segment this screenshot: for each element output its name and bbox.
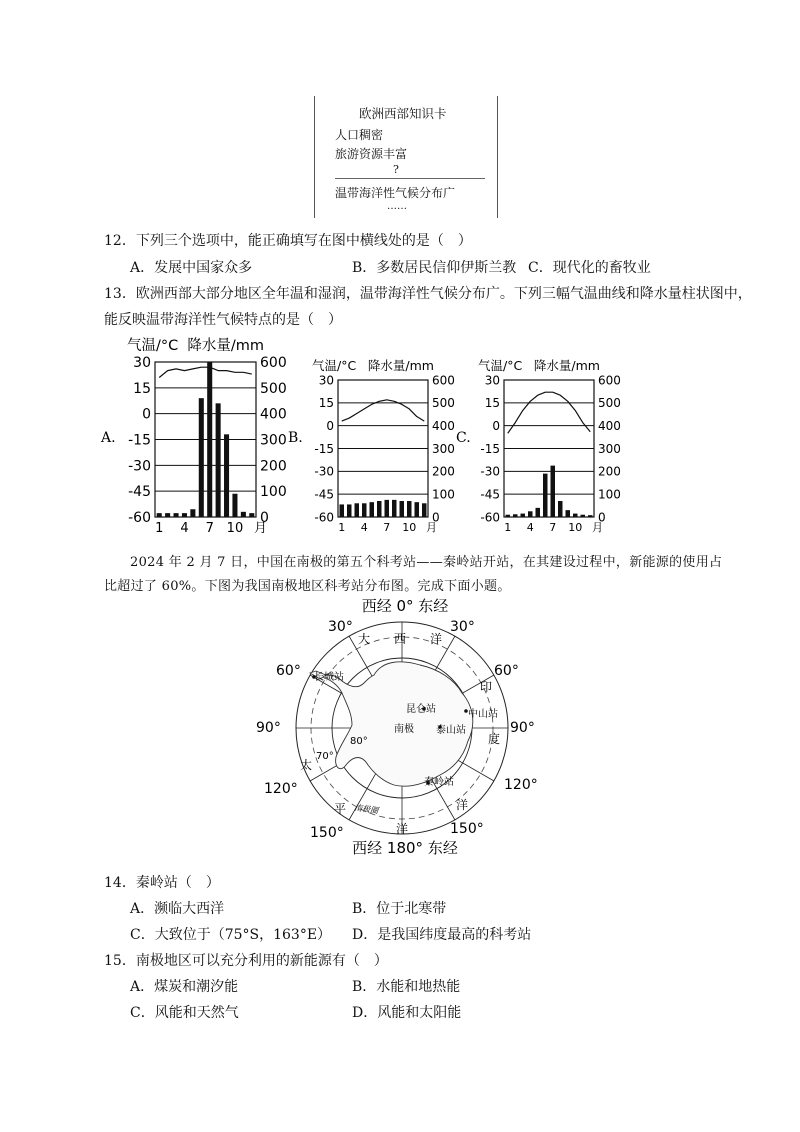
chart-a-precip-tick: 600 <box>260 355 287 372</box>
chart-c-month-unit: 月 <box>592 521 603 534</box>
climate-charts <box>0 330 800 540</box>
chart-b-month-unit: 月 <box>426 521 437 534</box>
chart-b-precip-axis-label: 降水量/mm <box>367 358 434 373</box>
chart-a-month-tick: 1 <box>155 521 164 536</box>
chart-b-precip-tick: 400 <box>432 418 455 433</box>
chart-a-precip-bar <box>249 513 254 517</box>
lon-label-e150: 150° <box>450 821 484 837</box>
q14-stem: 14．秦岭站（ ） <box>104 875 220 891</box>
chart-a-month-tick: 7 <box>205 521 214 536</box>
chart-c-temp-axis-label: 气温/°C <box>478 358 523 373</box>
chart-a-temp-tick: 0 <box>142 406 151 423</box>
chart-b-precip-bar <box>355 503 360 517</box>
ocean-char-yang2: 洋 <box>456 798 469 812</box>
chart-b-label[interactable]: B. <box>288 430 303 446</box>
chart-a-temp-curve <box>159 367 252 377</box>
chart-a-precip-bar <box>174 513 179 517</box>
lon-label-w30: 30° <box>328 619 353 635</box>
card-line-2: 旅游资源丰富 <box>335 147 408 161</box>
card-title: 欧洲西部知识卡 <box>359 106 447 121</box>
chart-b-month-tick: 7 <box>383 521 391 534</box>
station-zhongshan: 中山站 <box>468 709 498 720</box>
chart-c-temp-tick: -30 <box>480 464 500 479</box>
chart-b-precip-tick: 300 <box>432 441 455 456</box>
card-divider <box>335 178 485 179</box>
chart-b-temp-tick: -60 <box>314 510 334 525</box>
chart-a-precip-bar <box>207 362 212 517</box>
chart-c-precip-bar <box>588 515 593 517</box>
q15-stem: 15．南极地区可以充分利用的新能源有（ ） <box>104 953 388 969</box>
chart-c-precip-bar <box>536 508 541 517</box>
chart-c-precip-tick: 200 <box>598 464 621 479</box>
chart-b-precip-tick: 500 <box>432 396 455 411</box>
lat-80-label: 80° <box>350 736 368 747</box>
chart-a-temp-tick: -45 <box>128 484 151 501</box>
chart-a-precip-tick: 100 <box>260 484 287 501</box>
chart-a-precip-tick: 500 <box>260 380 287 397</box>
chart-b-temp-tick: -30 <box>314 464 334 479</box>
chart-a-precip-bar <box>165 513 170 517</box>
climate-chart-a <box>127 337 287 536</box>
chart-a-precip-bar <box>199 398 204 517</box>
ocean-char-tai: 太 <box>300 758 313 772</box>
chart-c-temp-tick: 0 <box>492 418 500 433</box>
chart-b-temp-tick: 30 <box>318 373 334 388</box>
chart-a-precip-bar <box>190 509 195 517</box>
chart-b-precip-tick: 0 <box>432 510 440 525</box>
lon-label-w120: 120° <box>264 781 298 797</box>
chart-b-temp-tick: 15 <box>318 396 334 411</box>
chart-b-temp-tick: -15 <box>314 441 334 456</box>
chart-b-month-tick: 1 <box>338 521 346 534</box>
lon-label-e120: 120° <box>504 777 538 793</box>
chart-a-temp-tick: -30 <box>128 458 151 475</box>
chart-a-temp-tick: 15 <box>133 380 151 397</box>
chart-c-precip-bar <box>573 514 578 517</box>
chart-b-month-tick: 4 <box>360 521 368 534</box>
antarctic-station-map <box>256 595 540 860</box>
chart-b-precip-tick: 600 <box>432 373 455 388</box>
q15-option-b[interactable]: B．水能和地热能 <box>352 979 461 995</box>
q12-option-a[interactable]: A．发展中国家众多 <box>130 260 253 276</box>
chart-b-precip-bar <box>385 500 390 517</box>
q13-stem-2: 能反映温带海洋性气候特点的是（ ） <box>104 312 342 328</box>
chart-a-precip-axis-label: 降水量/mm <box>187 338 264 354</box>
q15-option-d[interactable]: D．风能和太阳能 <box>352 1005 462 1021</box>
chart-a-precip-bar <box>232 494 237 517</box>
chart-c-month-tick: 7 <box>549 521 557 534</box>
chart-b-temp-axis-label: 气温/°C <box>312 358 357 373</box>
lon-label-e90: 90° <box>510 720 535 736</box>
chart-c-temp-tick: -60 <box>480 510 500 525</box>
chart-c-precip-bar <box>521 514 526 517</box>
card-line-3: ? <box>393 163 399 176</box>
chart-c-precip-bar <box>543 474 548 517</box>
chart-b-precip-bar <box>400 501 405 517</box>
chart-c-temp-tick: 30 <box>484 373 500 388</box>
q12-option-c[interactable]: C．现代化的畜牧业 <box>528 260 651 276</box>
chart-b-temp-tick: 0 <box>326 418 334 433</box>
lon-label-e60: 60° <box>494 663 519 679</box>
chart-c-temp-curve <box>508 392 591 433</box>
chart-c-month-tick: 4 <box>526 521 534 534</box>
lon-label-w150: 150° <box>310 825 344 841</box>
lon-label-w90: 90° <box>256 720 281 736</box>
chart-b-precip-bar <box>362 503 367 517</box>
lon-label-w60: 60° <box>276 663 301 679</box>
card-line-4: 温带海洋性气候分布广 <box>335 186 456 200</box>
chart-a-temp-axis-label: 气温/°C <box>127 338 179 354</box>
chart-b-precip-tick: 100 <box>432 487 455 502</box>
chart-b-temp-tick: -45 <box>314 487 334 502</box>
ocean-char-yang1: 洋 <box>430 632 443 646</box>
chart-a-precip-tick: 0 <box>260 510 269 527</box>
chart-b-precip-bar <box>392 500 397 517</box>
chart-c-precip-axis-label: 降水量/mm <box>533 358 600 373</box>
station-taishan: 泰山站 <box>436 725 466 736</box>
chart-a-month-unit: 月 <box>254 521 268 536</box>
ocean-char-ping: 平 <box>334 802 347 816</box>
intro-line-1: 2024 年 2 月 7 日，中国在南极的第五个科考站——秦岭站开站，在其建设过程中，新能源的使用占 <box>130 555 723 570</box>
chart-a-temp-tick: 30 <box>133 355 151 372</box>
chart-a-precip-bar <box>216 403 221 517</box>
chart-b-precip-bar <box>377 501 382 517</box>
station-kunlun: 昆仑站 <box>406 704 436 715</box>
chart-b-month-tick: 10 <box>402 521 417 534</box>
q14-option-c[interactable]: C．大致位于（75°S，163°E） <box>130 927 332 943</box>
card-line-5: …… <box>387 201 407 212</box>
q12-option-b[interactable]: B．多数居民信仰伊斯兰教 <box>352 260 517 276</box>
ocean-char-yin: 印 <box>480 680 493 694</box>
chart-c-precip-tick: 400 <box>598 418 621 433</box>
chart-c-precip-bar <box>551 466 556 517</box>
q15-option-a[interactable]: A．煤炭和潮汐能 <box>130 979 239 995</box>
ocean-char-xi: 西 <box>394 632 407 646</box>
chart-b-precip-bar <box>370 502 375 517</box>
chart-c-precip-bar <box>558 501 563 517</box>
ocean-char-da: 大 <box>358 632 371 646</box>
q13-stem-1: 13．欧洲西部大部分地区全年温和湿润，温带海洋性气候分布广。下列三幅气温曲线和降水量柱状图中， <box>104 286 752 302</box>
ocean-char-yang3: 洋 <box>396 822 409 836</box>
station-qinling: 秦岭站 <box>424 777 454 788</box>
chart-a-precip-tick: 200 <box>260 458 287 475</box>
chart-a-month-tick: 10 <box>226 521 244 536</box>
intro-line-2: 比超过了 60%。下图为我国南极地区科考站分布图。完成下面小题。 <box>104 579 511 594</box>
ocean-char-du: 度 <box>488 732 501 746</box>
chart-c-precip-tick: 600 <box>598 373 621 388</box>
chart-a-precip-bar <box>241 512 246 517</box>
climate-chart-b <box>312 358 455 534</box>
q15-option-c[interactable]: C．风能和天然气 <box>130 1005 239 1021</box>
chart-c-label[interactable]: C. <box>456 430 471 446</box>
chart-a-precip-tick: 400 <box>260 406 287 423</box>
south-pole-label: 南极 <box>394 724 414 735</box>
chart-b-precip-bar <box>415 502 420 517</box>
chart-c-temp-tick: 15 <box>484 396 500 411</box>
chart-c-temp-tick: -15 <box>480 441 500 456</box>
chart-c-precip-tick: 300 <box>598 441 621 456</box>
map-bottom-label: 西经 180° 东经 <box>352 839 458 857</box>
chart-c-month-tick: 1 <box>504 521 512 534</box>
chart-a-temp-tick: -60 <box>128 510 151 527</box>
antarctic-circle-label: 南极圈 <box>353 803 379 816</box>
q14-option-d[interactable]: D．是我国纬度最高的科考站 <box>352 927 532 943</box>
chart-a-temp-tick: -15 <box>128 432 151 449</box>
lon-label-e30: 30° <box>450 619 475 635</box>
chart-a-label[interactable]: A. <box>101 430 116 446</box>
chart-b-precip-bar <box>422 503 427 517</box>
q12-stem: 12．下列三个选项中，能正确填写在图中横线处的是（ ） <box>104 233 472 249</box>
station-changcheng: 长城站 <box>314 672 344 683</box>
map-top-label: 西经 0° 东经 <box>361 597 449 615</box>
chart-c-temp-tick: -45 <box>480 487 500 502</box>
chart-c-precip-bar <box>528 511 533 517</box>
chart-c-precip-bar <box>566 510 571 517</box>
chart-c-precip-tick: 100 <box>598 487 621 502</box>
chart-c-precip-tick: 0 <box>598 510 606 525</box>
q14-option-a[interactable]: A．濒临大西洋 <box>130 901 225 917</box>
chart-b-precip-bar <box>347 504 352 517</box>
chart-a-precip-bar <box>182 513 187 517</box>
chart-c-precip-tick: 500 <box>598 396 621 411</box>
chart-a-precip-bar <box>157 513 162 517</box>
card-line-1: 人口稠密 <box>335 128 384 142</box>
chart-b-precip-bar <box>407 501 412 517</box>
chart-c-precip-bar <box>513 514 518 517</box>
q14-option-b[interactable]: B．位于北寒带 <box>352 901 447 917</box>
chart-c-month-tick: 10 <box>568 521 583 534</box>
lat-70-label: 70° <box>316 751 334 762</box>
chart-a-precip-bar <box>224 434 229 517</box>
knowledge-card <box>314 96 498 218</box>
climate-chart-c <box>478 358 621 534</box>
chart-a-month-tick: 4 <box>180 521 189 536</box>
chart-b-precip-tick: 200 <box>432 464 455 479</box>
chart-a-precip-tick: 300 <box>260 432 287 449</box>
chart-c-precip-bar <box>506 515 511 517</box>
chart-c-precip-bar <box>581 515 586 517</box>
chart-b-precip-bar <box>340 504 345 517</box>
